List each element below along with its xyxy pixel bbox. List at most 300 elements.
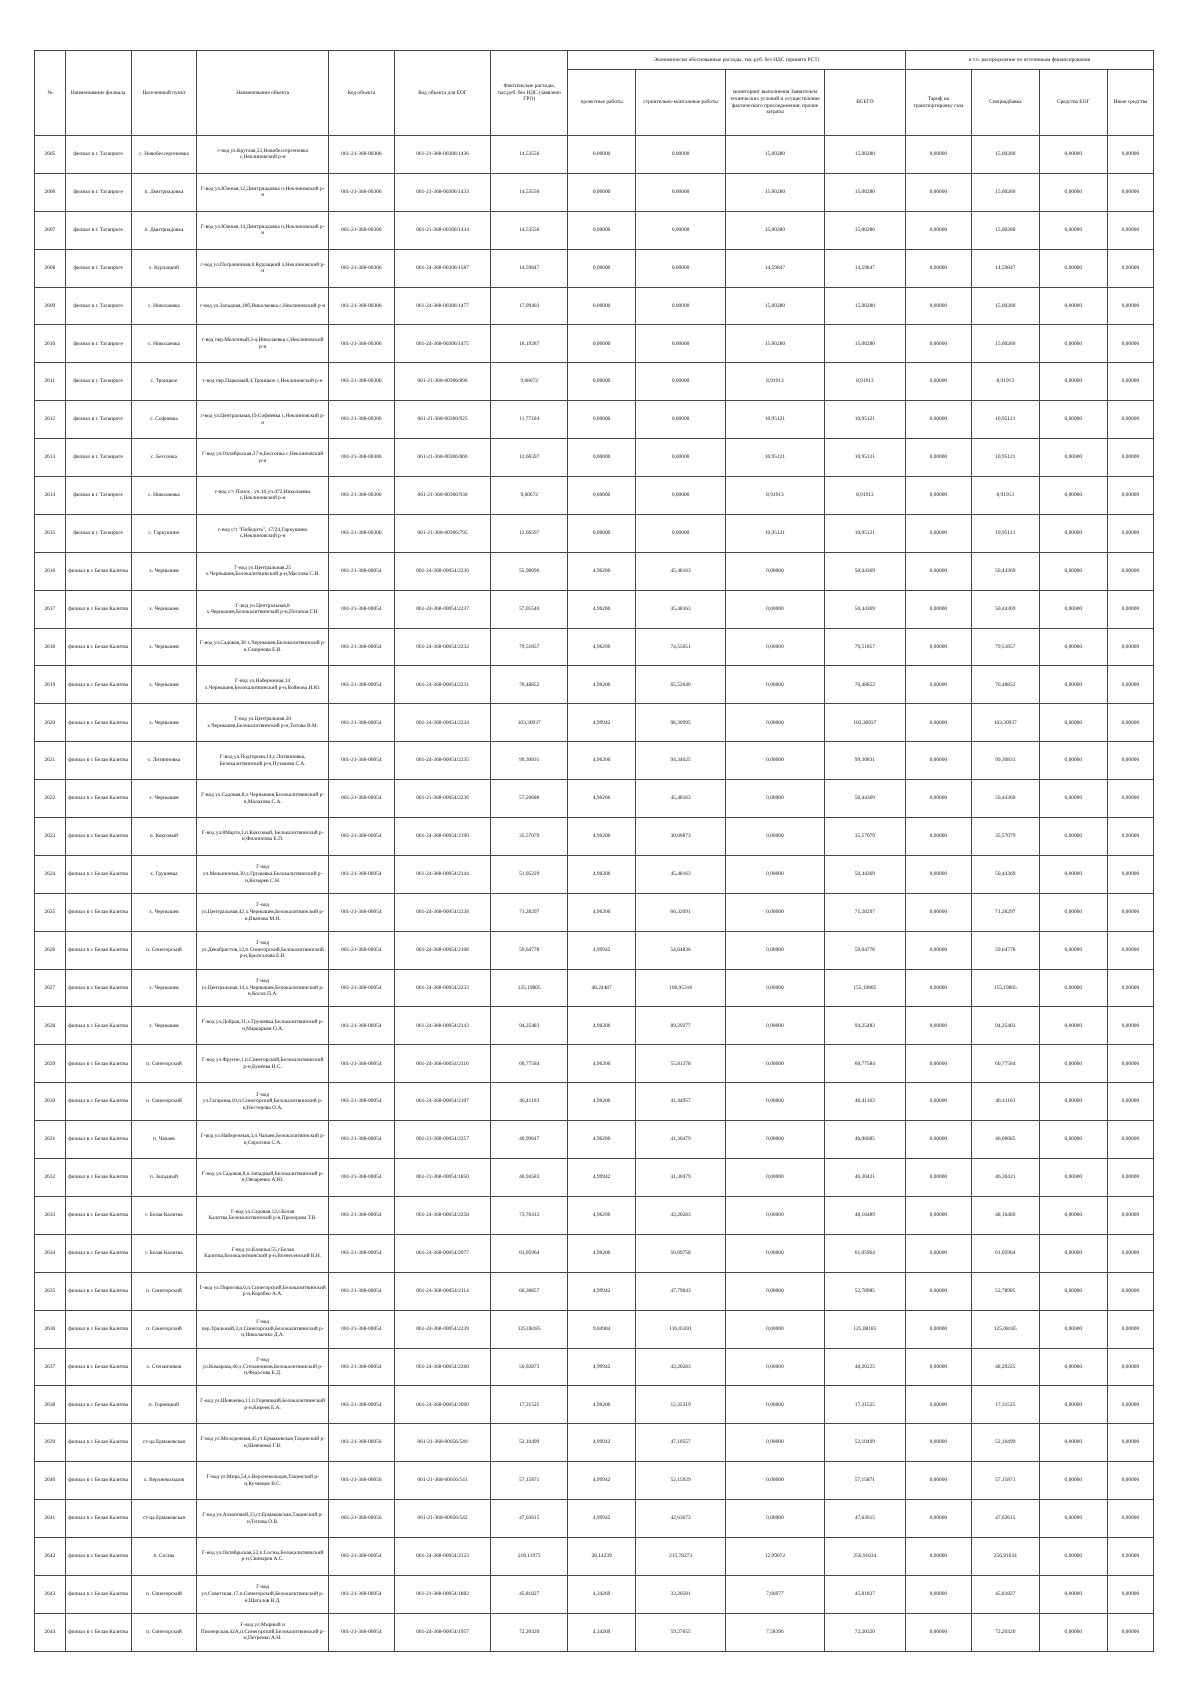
- cell-branch: филиал в г. Белая Калитва: [65, 1424, 131, 1462]
- cell-branch: филиал в г. Таганроге: [65, 439, 131, 477]
- cell-settlement: п. Синегорский: [131, 1310, 197, 1348]
- cell-design: 4,96206: [568, 666, 636, 704]
- cell-num: 2621: [35, 742, 66, 780]
- cell-construction: 215,78273: [636, 1537, 726, 1575]
- cell-eog-code: 061-21-368-00056/540: [394, 1424, 491, 1462]
- cell-branch: филиал в г. Белая Калитва: [65, 1613, 131, 1651]
- cell-design: 4,99942: [568, 1348, 636, 1386]
- cell-other: 0,00000: [1107, 1234, 1153, 1272]
- cell-total: 46,41163: [824, 1083, 905, 1121]
- cell-tariff: 0,00000: [905, 477, 971, 515]
- cell-settlement: с. Николаевка: [131, 325, 197, 363]
- table-row: [35, 742, 1154, 780]
- cell-eog-code: 061-24-368-00054/2116: [394, 1045, 491, 1083]
- cell-total: 48,20225: [824, 1348, 905, 1386]
- table-row: [35, 1348, 1154, 1386]
- cell-other: 0,00000: [1107, 628, 1153, 666]
- cell-standardized: 48,16489: [971, 1196, 1039, 1234]
- cell-actual: 14,53556: [491, 173, 568, 211]
- cell-eog-code: 061-21-368-00054/1850: [394, 1159, 491, 1197]
- cell-eog-code: 061-21-368-00306/795: [394, 514, 491, 552]
- col-eog-code: Код объекта для ЕОГ: [394, 51, 491, 136]
- cell-construction: 59,27655: [636, 1613, 726, 1651]
- cell-branch: филиал в г. Белая Калитва: [65, 1575, 131, 1613]
- cell-design: 4,96206: [568, 590, 636, 628]
- cell-actual: 218,11975: [491, 1537, 568, 1575]
- cell-num: 2639: [35, 1424, 66, 1462]
- cell-settlement: х. Чернышев: [131, 1007, 197, 1045]
- cell-design: 9,04984: [568, 1310, 636, 1348]
- cell-design: 4,34269: [568, 1575, 636, 1613]
- cell-monitoring: 0,00000: [726, 893, 825, 931]
- cell-branch: филиал в г. Белая Калитва: [65, 1045, 131, 1083]
- cell-monitoring: 0,00000: [726, 1462, 825, 1500]
- cell-num: 2617: [35, 590, 66, 628]
- cell-tariff: 0,00000: [905, 1083, 971, 1121]
- cell-construction: 0,00000: [636, 173, 726, 211]
- cell-num: 2632: [35, 1159, 66, 1197]
- cell-object-code: 061-21-368-00054: [328, 1310, 394, 1348]
- table-row: [35, 1462, 1154, 1500]
- cell-other: 0,00000: [1107, 439, 1153, 477]
- cell-design: 4,96206: [568, 742, 636, 780]
- cell-object-name: Г-вод ул.Комарова,46,х.Степанчиков,Белокалитвинский р-н,Федосова Е.Д.: [197, 1348, 329, 1386]
- cell-total: 155,19805: [824, 969, 905, 1007]
- cell-tariff: 0,00000: [905, 514, 971, 552]
- cell-num: 2627: [35, 969, 66, 1007]
- cell-actual: 61,05964: [491, 1234, 568, 1272]
- cell-object-code: 061-21-368-00054: [328, 628, 394, 666]
- cell-standardized: 46,06685: [971, 1121, 1039, 1159]
- cell-object-code: 061-21-368-00306: [328, 325, 394, 363]
- table-row: [35, 1613, 1154, 1651]
- cell-other: 0,00000: [1107, 1500, 1153, 1538]
- table-row: [35, 666, 1154, 704]
- table-row: [35, 1196, 1154, 1234]
- cell-actual: 51,05229: [491, 855, 568, 893]
- cell-tariff: 0,00000: [905, 1272, 971, 1310]
- cell-branch: филиал в г. Белая Калитва: [65, 590, 131, 628]
- cell-design: 0,00000: [568, 211, 636, 249]
- cell-standardized: 50,44369: [971, 855, 1039, 893]
- cell-monitoring: 0,00000: [726, 1007, 825, 1045]
- cell-design: 4,96206: [568, 1386, 636, 1424]
- table-row: [35, 363, 1154, 401]
- cell-eog: 0,00000: [1039, 780, 1107, 818]
- cell-branch: филиал в г. Таганроге: [65, 363, 131, 401]
- cell-settlement: п. Синегорский: [131, 1045, 197, 1083]
- cell-other: 0,00000: [1107, 1159, 1153, 1197]
- cell-object-code: 061-21-368-00054: [328, 818, 394, 856]
- cell-standardized: 15,00280: [971, 287, 1039, 325]
- cell-num: 2611: [35, 363, 66, 401]
- cell-tariff: 0,00000: [905, 666, 971, 704]
- cell-actual: 71,28297: [491, 893, 568, 931]
- cell-tariff: 0,00000: [905, 1575, 971, 1613]
- cell-eog: 0,00000: [1039, 1500, 1107, 1538]
- cell-object-name: Г-вод ул.Садовая,38 х.Чернышев,Белокалитвинский р-н,Смирнова Е.В.: [197, 628, 329, 666]
- cell-eog-code: 061-24-368-00054/2233: [394, 969, 491, 1007]
- cell-standardized: 256,91634: [971, 1537, 1039, 1575]
- col-branch: Наименование филиала: [65, 51, 131, 136]
- cell-total: 14,59847: [824, 249, 905, 287]
- cell-construction: 0,00000: [636, 401, 726, 439]
- cell-monitoring: 15,00280: [726, 173, 825, 211]
- cell-standardized: 46,30421: [971, 1159, 1039, 1197]
- cell-standardized: 71,28297: [971, 893, 1039, 931]
- table-row: [35, 401, 1154, 439]
- cell-num: 2629: [35, 1045, 66, 1083]
- cell-eog: 0,00000: [1039, 969, 1107, 1007]
- cell-object-code: 061-21-368-00054: [328, 1537, 394, 1575]
- cell-design: 0,00000: [568, 287, 636, 325]
- cell-monitoring: 14,59847: [726, 249, 825, 287]
- cell-construction: 94,34625: [636, 742, 726, 780]
- cell-eog-code: 061-21-368-00306/1436: [394, 136, 491, 174]
- cell-total: 70,48852: [824, 666, 905, 704]
- cell-design: 4,96206: [568, 1007, 636, 1045]
- col-monitoring: мониторинг выполнения Заявителем технических условий и осуществление фактического присоединения; прочие затраты: [726, 70, 825, 136]
- cell-monitoring: 0,00000: [726, 666, 825, 704]
- cell-object-code: 061-21-368-00054: [328, 1196, 394, 1234]
- cell-tariff: 0,00000: [905, 552, 971, 590]
- cell-total: 94,25483: [824, 1007, 905, 1045]
- cell-eog-code: 061-24-368-00054/2077: [394, 1234, 491, 1272]
- cell-standardized: 15,00280: [971, 211, 1039, 249]
- cell-standardized: 72,20320: [971, 1613, 1039, 1651]
- cell-branch: филиал в г. Таганроге: [65, 401, 131, 439]
- cell-other: 0,00000: [1107, 931, 1153, 969]
- cell-object-name: Г-вод ул.Октябрьская,52,п.Сосны,Белокалитвинский р-н,Свинарев А.С.: [197, 1537, 329, 1575]
- cell-construction: 41,30479: [636, 1159, 726, 1197]
- cell-construction: 55,81378: [636, 1045, 726, 1083]
- cell-num: 2635: [35, 1272, 66, 1310]
- cell-construction: 47,10557: [636, 1424, 726, 1462]
- cell-total: 50,44369: [824, 590, 905, 628]
- cell-total: 10,95121: [824, 401, 905, 439]
- cell-branch: филиал в г. Таганроге: [65, 477, 131, 515]
- cell-other: 0,00000: [1107, 590, 1153, 628]
- cell-object-name: Г-вод ул.Южная,12,Дмитриадовка п,Неклиновский р-н: [197, 173, 329, 211]
- cell-object-name: Г-вод ул.Центральная,8 х.Чернышев,Белокалитвинский р-н,Потапов Г.Н.: [197, 590, 329, 628]
- cell-eog-code: 061-24-368-00306/1475: [394, 325, 491, 363]
- cell-tariff: 0,00000: [905, 173, 971, 211]
- table-row: [35, 1007, 1154, 1045]
- table-row: [35, 477, 1154, 515]
- table-row: [35, 1575, 1154, 1613]
- cell-branch: филиал в г. Белая Калитва: [65, 1196, 131, 1234]
- cell-actual: 46,99647: [491, 1121, 568, 1159]
- cell-eog-code: 061-21-368-00306/1433: [394, 173, 491, 211]
- cell-branch: филиал в г. Белая Калитва: [65, 931, 131, 969]
- cell-monitoring: 0,00000: [726, 1386, 825, 1424]
- cell-eog-code: 061-21-368-00056/542: [394, 1500, 491, 1538]
- cell-object-name: Г-вод ул.Октябрьская,37-в,Бессонка с,Неклиновский р-н: [197, 439, 329, 477]
- cell-tariff: 0,00000: [905, 969, 971, 1007]
- cell-actual: 14,53556: [491, 136, 568, 174]
- cell-other: 0,00000: [1107, 818, 1153, 856]
- cell-eog-code: 061-24-368-00054/2123: [394, 1537, 491, 1575]
- cell-eog: 0,00000: [1039, 1007, 1107, 1045]
- cell-eog: 0,00000: [1039, 931, 1107, 969]
- cell-total: 50,44369: [824, 855, 905, 893]
- cell-actual: 18,19287: [491, 325, 568, 363]
- cell-object-code: 061-21-368-00306: [328, 363, 394, 401]
- cell-standardized: 10,95121: [971, 401, 1039, 439]
- cell-num: 2620: [35, 704, 66, 742]
- cell-branch: филиал в г. Таганроге: [65, 325, 131, 363]
- cell-construction: 41,44957: [636, 1083, 726, 1121]
- cell-settlement: с. Бессонка: [131, 439, 197, 477]
- cell-actual: 57,05540: [491, 590, 568, 628]
- cell-branch: филиал в г. Белая Калитва: [65, 704, 131, 742]
- cell-tariff: 0,00000: [905, 1121, 971, 1159]
- cell-monitoring: 10,95121: [726, 439, 825, 477]
- cell-object-name: Г-вод ул.Набережная,14 х.Чернышев,Белокалитвинский р-н,Войнова И.Ю.: [197, 666, 329, 704]
- cell-eog-code: 061-24-368-00054/2143: [394, 1007, 491, 1045]
- cell-actual: 125,08185: [491, 1310, 568, 1348]
- cell-eog-code: 061-21-368-00054/1882: [394, 1575, 491, 1613]
- cell-num: 2624: [35, 855, 66, 893]
- cell-other: 0,00000: [1107, 287, 1153, 325]
- table-row: [35, 287, 1154, 325]
- cell-settlement: п. Синегорский: [131, 1575, 197, 1613]
- cell-monitoring: 0,00000: [726, 1234, 825, 1272]
- cell-tariff: 0,00000: [905, 1537, 971, 1575]
- cell-tariff: 0,00000: [905, 931, 971, 969]
- cell-construction: 116,03201: [636, 1310, 726, 1348]
- cell-total: 71,28297: [824, 893, 905, 931]
- cell-eog-code: 061-21-368-00306/896: [394, 363, 491, 401]
- cell-num: 2626: [35, 931, 66, 969]
- cell-settlement: х. Чернышев: [131, 552, 197, 590]
- cell-total: 52,10499: [824, 1424, 905, 1462]
- cell-construction: 41,30479: [636, 1121, 726, 1159]
- cell-total: 15,00280: [824, 325, 905, 363]
- cell-settlement: п. Горняцкий: [131, 1386, 197, 1424]
- cell-design: 4,34269: [568, 1613, 636, 1651]
- cell-design: 4,99942: [568, 1159, 636, 1197]
- cell-other: 0,00000: [1107, 477, 1153, 515]
- cell-object-name: Г-вод ул.Декабристов,12,п.Синегорский,Белокалитвинский р-н,Брызгалова Е.В.: [197, 931, 329, 969]
- cell-actual: 55,98096: [491, 552, 568, 590]
- cell-tariff: 0,00000: [905, 1310, 971, 1348]
- cell-num: 2637: [35, 1348, 66, 1386]
- cell-standardized: 60,77584: [971, 1045, 1039, 1083]
- cell-eog: 0,00000: [1039, 666, 1107, 704]
- cell-object-name: г-вод ул.Круглая,53,Новобессергеновка с,Неклиновский р-н: [197, 136, 329, 174]
- cell-standardized: 59,64778: [971, 931, 1039, 969]
- cell-design: 0,00000: [568, 477, 636, 515]
- cell-settlement: с. Литвиновка: [131, 742, 197, 780]
- cell-branch: филиал в г. Белая Калитва: [65, 742, 131, 780]
- cell-object-code: 061-21-368-00054: [328, 1045, 394, 1083]
- cell-object-name: Г-вод ул.Садовая,12,г.Белая Калитва,Белокалитвинский р-н,Прохорова Т.В.: [197, 1196, 329, 1234]
- cell-eog: 0,00000: [1039, 552, 1107, 590]
- table-row: [35, 704, 1154, 742]
- cell-other: 0,00000: [1107, 325, 1153, 363]
- cell-actual: 60,77584: [491, 1045, 568, 1083]
- cell-object-code: 061-21-368-00056: [328, 1424, 394, 1462]
- cell-eog-code: 061-24-368-00054/2236: [394, 552, 491, 590]
- cell-object-name: г-вод пер.Парковый,4,Троицкое с,Неклиновский р-н: [197, 363, 329, 401]
- cell-standardized: 61,05964: [971, 1234, 1039, 1272]
- cell-monitoring: 8,91913: [726, 477, 825, 515]
- cell-tariff: 0,00000: [905, 1613, 971, 1651]
- cell-settlement: х. Степанчиков: [131, 1348, 197, 1386]
- cell-tariff: 0,00000: [905, 893, 971, 931]
- cell-design: 4,96206: [568, 1234, 636, 1272]
- cell-design: 4,96206: [568, 1121, 636, 1159]
- cell-eog-code: 061-21-368-00306/925: [394, 401, 491, 439]
- cell-other: 0,00000: [1107, 1575, 1153, 1613]
- cell-monitoring: 0,00000: [726, 1045, 825, 1083]
- cell-object-code: 061-21-368-00054: [328, 1159, 394, 1197]
- cell-total: 99,30831: [824, 742, 905, 780]
- cell-total: 17,31525: [824, 1386, 905, 1424]
- cell-total: 15,00280: [824, 287, 905, 325]
- cell-design: 0,00000: [568, 439, 636, 477]
- cell-object-name: г-вод с/т Поиск , уч.16,уч.472,Николаевка с,Неклиновский р-н: [197, 477, 329, 515]
- cell-object-name: Г-вод ул.Центральная,20 х.Чернышев,Белокалитвинский р-н,Титова В.М.: [197, 704, 329, 742]
- cell-construction: 54,64836: [636, 931, 726, 969]
- cell-design: 0,00000: [568, 514, 636, 552]
- cell-total: 8,91913: [824, 363, 905, 401]
- cell-settlement: с. Троицкое: [131, 363, 197, 401]
- cell-construction: 43,20283: [636, 1196, 726, 1234]
- cell-total: 50,44369: [824, 780, 905, 818]
- cell-num: 2605: [35, 136, 66, 174]
- cell-other: 0,00000: [1107, 1272, 1153, 1310]
- cell-object-name: Г-вод ул.Мира,54,х.Верхнекольцов,Тацинский р-н,Кузнецов В.С.: [197, 1462, 329, 1500]
- cell-monitoring: 0,00000: [726, 1272, 825, 1310]
- cell-total: 15,00280: [824, 173, 905, 211]
- cell-tariff: 0,00000: [905, 1462, 971, 1500]
- cell-construction: 45,48163: [636, 780, 726, 818]
- cell-construction: 74,55651: [636, 628, 726, 666]
- cell-object-code: 061-21-368-00306: [328, 287, 394, 325]
- cell-construction: 0,00000: [636, 325, 726, 363]
- connection-costs-table: [34, 50, 1154, 1652]
- cell-monitoring: 0,00000: [726, 704, 825, 742]
- cell-branch: филиал в г. Белая Калитва: [65, 628, 131, 666]
- cell-settlement: ст-ца Ермаковская: [131, 1500, 197, 1538]
- cell-actual: 57,15871: [491, 1462, 568, 1500]
- cell-total: 46,30421: [824, 1159, 905, 1197]
- cell-monitoring: 15,00280: [726, 211, 825, 249]
- cell-tariff: 0,00000: [905, 363, 971, 401]
- cell-num: 2610: [35, 325, 66, 363]
- cell-construction: 0,00000: [636, 514, 726, 552]
- table-row: [35, 818, 1154, 856]
- cell-object-code: 061-21-368-00054: [328, 1083, 394, 1121]
- cell-construction: 45,48163: [636, 590, 726, 628]
- cell-object-code: 061-21-368-00054: [328, 780, 394, 818]
- cell-branch: филиал в г. Белая Калитва: [65, 1310, 131, 1348]
- cell-construction: 98,30995: [636, 704, 726, 742]
- cell-tariff: 0,00000: [905, 1007, 971, 1045]
- cell-eog-code: 061-21-368-00054/2236: [394, 780, 491, 818]
- cell-settlement: п. Синегорский: [131, 1083, 197, 1121]
- cell-num: 2631: [35, 1121, 66, 1159]
- cell-eog: 0,00000: [1039, 439, 1107, 477]
- cell-eog: 0,00000: [1039, 818, 1107, 856]
- cell-design: 4,96206: [568, 893, 636, 931]
- cell-construction: 0,00000: [636, 363, 726, 401]
- cell-num: 2636: [35, 1310, 66, 1348]
- cell-settlement: г. Белая Калитва: [131, 1234, 197, 1272]
- table-row: [35, 1424, 1154, 1462]
- cell-num: 2616: [35, 552, 66, 590]
- cell-object-code: 061-21-368-00054: [328, 1007, 394, 1045]
- cell-settlement: п. Западный: [131, 1159, 197, 1197]
- cell-monitoring: 0,00000: [726, 1196, 825, 1234]
- cell-standardized: 47,63615: [971, 1500, 1039, 1538]
- cell-object-code: 061-21-368-00054: [328, 704, 394, 742]
- cell-standardized: 10,95121: [971, 514, 1039, 552]
- cell-other: 0,00000: [1107, 211, 1153, 249]
- cell-object-name: Г-вод ул.Центральная,14,х.Чернышев,Белокалитвинский р-н,Косов П.А.: [197, 969, 329, 1007]
- cell-monitoring: 0,00000: [726, 855, 825, 893]
- cell-eog: 0,00000: [1039, 1272, 1107, 1310]
- cell-settlement: с. Софиевка: [131, 401, 197, 439]
- cell-tariff: 0,00000: [905, 855, 971, 893]
- cell-num: 2615: [35, 514, 66, 552]
- cell-num: 2630: [35, 1083, 66, 1121]
- cell-construction: 0,00000: [636, 249, 726, 287]
- cell-eog-code: 061-24-368-00054/1957: [394, 1613, 491, 1651]
- cell-actual: 46,94583: [491, 1159, 568, 1197]
- cell-construction: 0,00000: [636, 439, 726, 477]
- cell-settlement: п. Синегорский: [131, 1272, 197, 1310]
- col-tariff: Тариф на транспортировку газа: [905, 70, 971, 136]
- cell-actual: 135,19805: [491, 969, 568, 1007]
- cell-monitoring: 7,66977: [726, 1575, 825, 1613]
- cell-total: 48,16489: [824, 1196, 905, 1234]
- cell-eog: 0,00000: [1039, 1613, 1107, 1651]
- col-object-code: Код объекта: [328, 51, 394, 136]
- cell-monitoring: 0,00000: [726, 931, 825, 969]
- cell-branch: филиал в г. Белая Калитва: [65, 1537, 131, 1575]
- cell-branch: филиал в г. Белая Калитва: [65, 969, 131, 1007]
- cell-total: 59,64778: [824, 931, 905, 969]
- cell-construction: 0,00000: [636, 211, 726, 249]
- cell-eog-code: 061-24-368-00054/2232: [394, 628, 491, 666]
- cell-tariff: 0,00000: [905, 1500, 971, 1538]
- cell-object-name: Г-вод ул.Шевченко,11,п.Горняцкий,Белокалитвинский р-н,Киреев Е.А.: [197, 1386, 329, 1424]
- cell-object-name: Г-вод ул.Южная,14,Дмитриадовка п,Неклиновский р-н: [197, 211, 329, 249]
- cell-actual: 12,66597: [491, 514, 568, 552]
- cell-construction: 12,35319: [636, 1386, 726, 1424]
- cell-object-name: Г-вод ул.Казачья,55,г.Белая Калитва,Белокалитвинский р-н,Вознесенский В.Н.: [197, 1234, 329, 1272]
- cell-actual: 12,66597: [491, 439, 568, 477]
- cell-object-name: Г-вод ул.Пирогова,6,п.Синегорский,Белокалитвинский р-н,Коробко А.А.: [197, 1272, 329, 1310]
- cell-design: 0,00000: [568, 136, 636, 174]
- cell-actual: 73,76412: [491, 1196, 568, 1234]
- cell-design: 4,96206: [568, 1083, 636, 1121]
- cell-eog: 0,00000: [1039, 1386, 1107, 1424]
- cell-eog-code: 061-24-368-00054/2108: [394, 931, 491, 969]
- table-row: [35, 1121, 1154, 1159]
- table-row: [35, 1500, 1154, 1538]
- cell-standardized: 125,08185: [971, 1310, 1039, 1348]
- cell-object-code: 061-21-368-00306: [328, 401, 394, 439]
- cell-tariff: 0,00000: [905, 1348, 971, 1386]
- cell-construction: 89,29277: [636, 1007, 726, 1045]
- cell-object-name: Г-вод ул.Набережная,3,п.Чапаев,Белокалитвинский р-н,Сиротина С.А.: [197, 1121, 329, 1159]
- cell-standardized: 50,44369: [971, 552, 1039, 590]
- econ-group-header: Экономически обоснованные расходы, тыс.руб. без НДС (принято РСТ): [568, 51, 906, 70]
